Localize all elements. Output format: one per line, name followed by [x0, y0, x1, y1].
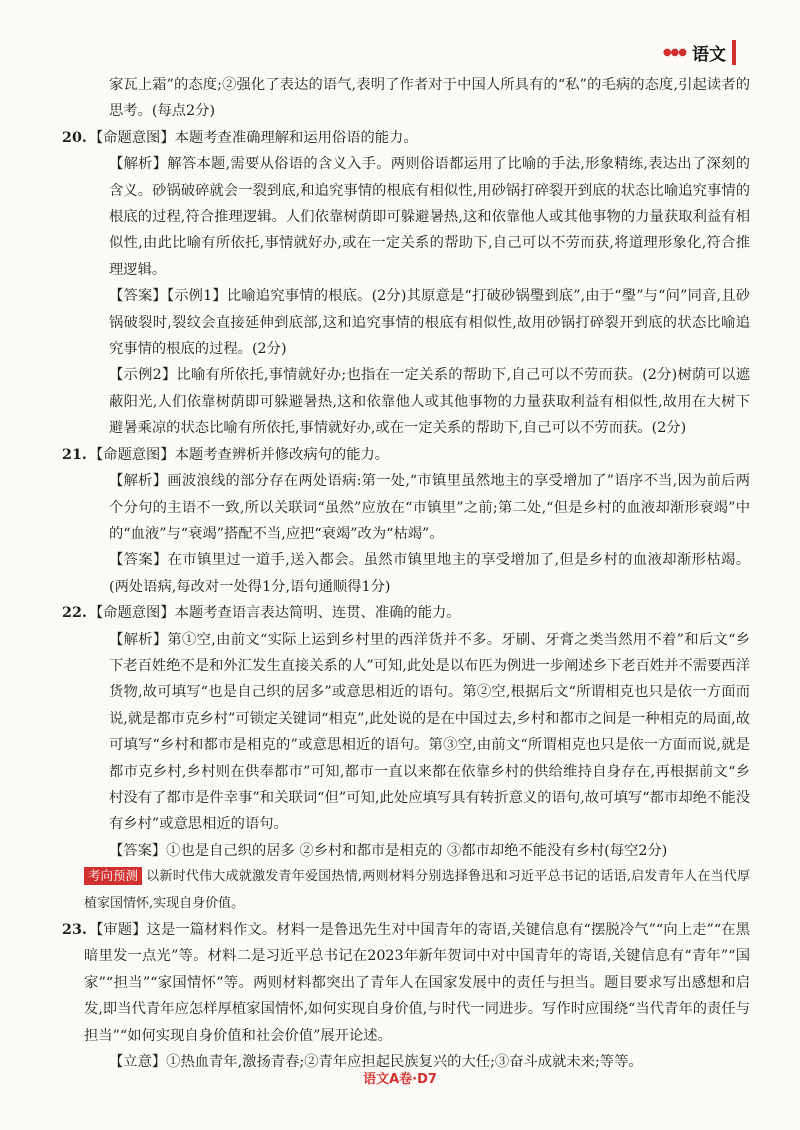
analysis-paragraph: 【解析】第①空,由前文“实际上运到乡村里的西洋货并不多。牙刷、牙膏之类当然用不着”和后文“乡下老百姓绝不是和外汇发生直接关系的人”可知,此处是以布匹为例进一步阐述乡下老百姓并不需要西洋货物,故可填写“也是自己织的居多”或意思相近的语句。第②空,根据后文“所谓相克也只是依一方面而说,就是都市克乡村”可锁定关键词“相克”,此处说的是在中国过去,乡村和都市之间是一种相克的局面,故可填写“乡村和都市是相克的”或意思相近的语句。第③空,由前文“所谓相克也只是依一方面而说,就是都市克乡村,乡村则在供奉都市”可知,都市一直以来都在依靠乡村的供给维持自身存在,再根据前文“乡村没有了都市是件幸事”和关联词“但”可知,此处应填写具有转折意义的语句,故可填写“都市却绝不能没有乡村”或意思相近的语句。: [109, 631, 750, 833]
question-number: 22.: [62, 605, 87, 622]
answer-paragraph: 【答案】【示例1】比喻追究事情的根底。(2分)其原意是“打破砂锅璺到底”,由于“璺”与“问”同音,且砂锅破裂时,裂纹会直接延伸到底部,这和追究事情的根底有相似性,故用砂锅打碎裂开到底的状态比喻追究事情的根底的过程。(2分): [109, 288, 750, 358]
intent-text: 【命题意图】本题考查辨析并修改病句的能力。: [88, 446, 390, 463]
answer-paragraph: 【示例2】比喻有所依托,事情就好办;也指在一定关系的帮助下,自己可以不劳而获。(2分)树荫可以遮蔽阳光,人们依靠树荫即可躲避暑热,这和依靠他人或其他事物的力量获取利益有相似性,故用在大树下避暑乘凉的状态比喻有所依托,事情就好办,或在一定关系的帮助下,自己可以不劳而获。(2分): [109, 367, 750, 437]
question-number: 23.: [62, 922, 87, 938]
intent-text: 【命题意图】本题考查准确理解和运用俗语的能力。: [88, 129, 418, 146]
prediction-tag: 考向预测: [84, 867, 142, 885]
answer-paragraph: 【答案】①也是自己织的居多 ②乡村和都市是相克的 ③都市却绝不能没有乡村(每空2分): [109, 842, 668, 859]
thesis-paragraph: 【立意】①热血青年,激扬青春;②青年应担起民族复兴的大任;③奋斗成就未来;等等。: [109, 1054, 643, 1071]
intent-text: 【命题意图】本题考查语言表达简明、连贯、准确的能力。: [88, 605, 461, 622]
question-21: [62, 442, 750, 600]
page-footer: 语文A卷·D7: [363, 1072, 437, 1087]
question-22: [62, 600, 750, 864]
question-20: [62, 125, 750, 442]
review-text: 【审题】这是一篇材料作文。材料一是鲁迅先生对中国青年的寄语,关键信息有“摆脱冷气”“向上走”“在黑暗里发一点光”等。材料二是习近平总书记在2023年新年贺词中对中国青年的寄语,关键信息有“青年”“国家”“担当”“家国情怀”等。两则材料都突出了青年人在国家发展中的责任与担当。题目要求写出感想和启发,即当代青年应怎样厚植家国情怀,如何实现自身价值,与时代一同进步。写作时应围绕“当代青年的责任与担当”“如何实现自身价值和社会价值”展开论述。: [84, 922, 750, 1044]
page-content: [62, 72, 750, 1075]
answer-paragraph: 【答案】在市镇里过一道手,送入都会。虽然市镇里地主的享受增加了,但是乡村的血液却渐形枯竭。(两处语病,每改对一处得1分,语句通顺得1分): [109, 552, 750, 595]
page-header: [663, 40, 736, 65]
decorative-dots-icon: ●●●: [662, 47, 686, 58]
question-number: 21.: [62, 446, 87, 463]
analysis-paragraph: 【解析】解答本题,需要从俗语的含义入手。两则俗语都运用了比喻的手法,形象精练,表达出了深刻的含义。砂锅破碎就会一裂到底,和追究事情的根底有相似性,用砂锅打碎裂开到底的状态比喻追究事情的根底的过程,符合推理逻辑。人们依靠树荫即可躲避暑热,这和依靠他人或其他事物的力量获取利益有相似性,由此比喻有所依托,事情就好办,或在一定关系的帮助下,自己可以不劳而获,将道理形象化,符合推理逻辑。: [109, 156, 750, 278]
question-23: [62, 917, 750, 1075]
analysis-paragraph: 【解析】画波浪线的部分存在两处语病:第一处,“市镇里虽然地主的享受增加了”语序不当,因为前后两个分句的主语不一致,所以关联词“虽然”应放在“市镇里”之前;第二处,“但是乡村的血液却渐形衰竭”中的“血液”与“衰竭”搭配不当,应把“衰竭”改为“枯竭”。: [109, 473, 750, 542]
prediction-text: 以新时代伟大成就激发青年爱国热情,两则材料分别选择鲁迅和习近平总书记的话语,启发青年人在当代厚植家国情怀,实现自身价值。: [84, 869, 750, 911]
subject-label: 语文: [692, 40, 736, 65]
prediction-paragraph: [76, 864, 750, 917]
carryover-paragraph: 家瓦上霜”的态度;②强化了表达的语气,表明了作者对于中国人所具有的“私”的毛病的态度,引起读者的思考。(每点2分): [109, 77, 750, 120]
question-number: 20.: [62, 129, 87, 146]
